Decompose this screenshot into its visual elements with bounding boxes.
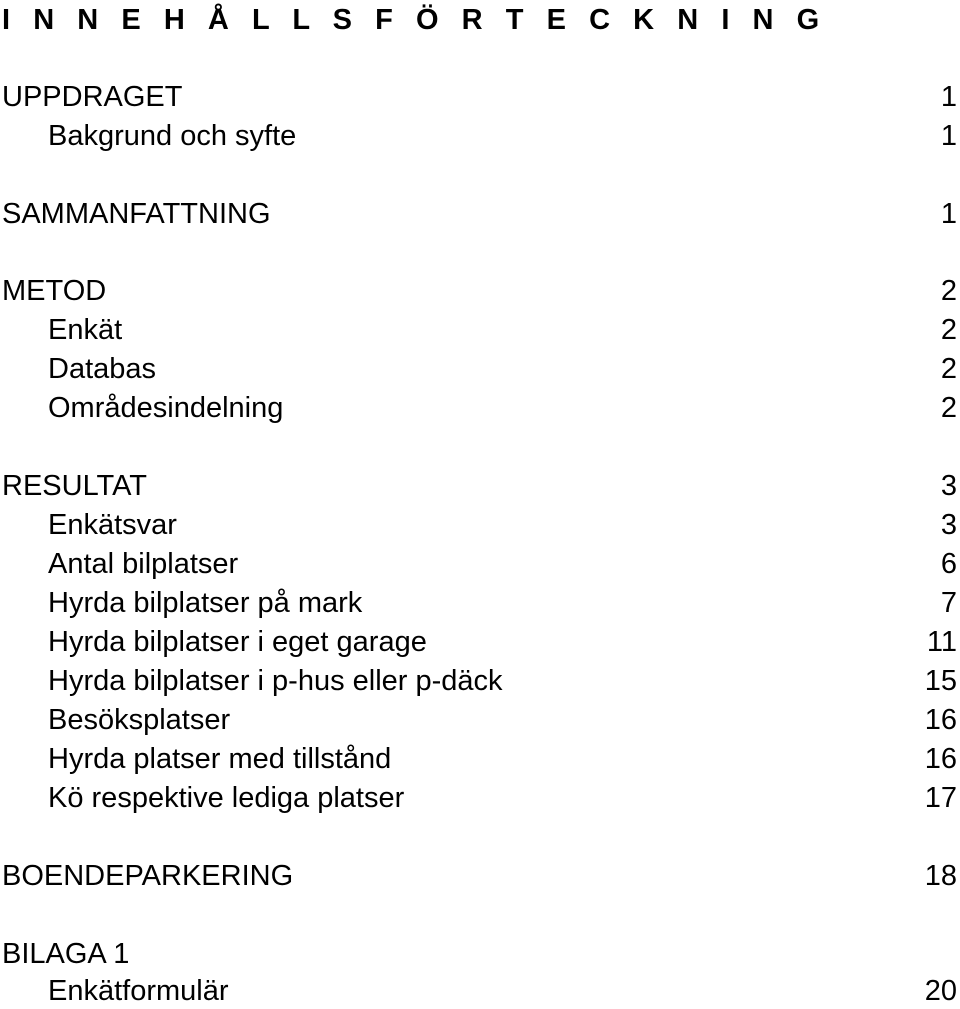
- toc-entry-label: RESULTAT: [2, 470, 148, 502]
- toc-entry-page: 18: [924, 860, 957, 892]
- toc-entry-antal-bilplatser[interactable]: [0, 546, 960, 582]
- toc-entry-omradesindelning[interactable]: [0, 390, 960, 426]
- toc-entry-page: 16: [924, 743, 957, 775]
- toc-entry-enkatformular[interactable]: [0, 973, 960, 1009]
- toc-entry-enkatsvar[interactable]: [0, 507, 960, 543]
- toc-entry-enkat[interactable]: [0, 312, 960, 348]
- toc-entry-label: METOD: [2, 275, 107, 307]
- toc-entry-hyrda-bilplatser-pa-mark[interactable]: [0, 585, 960, 621]
- toc-entry-databas[interactable]: [0, 351, 960, 387]
- toc-entry-label: BOENDEPARKERING: [2, 860, 294, 892]
- toc-entry-label: Antal bilplatser: [48, 548, 239, 580]
- toc-entry-page: 6: [940, 548, 957, 580]
- toc-entry-label: Besöksplatser: [48, 704, 231, 736]
- toc-entry-page: 11: [926, 626, 957, 658]
- toc-entry-page: 2: [940, 353, 957, 385]
- toc-entry-label: Bakgrund och syfte: [48, 120, 297, 152]
- toc-entry-label: Enkätsvar: [48, 509, 177, 541]
- toc-entry-hyrda-bilplatser-i-p-hus[interactable]: [0, 663, 960, 699]
- toc-entry-hyrda-bilplatser-i-eget-garage[interactable]: [0, 624, 960, 660]
- toc-entry-boendeparkering[interactable]: [0, 858, 960, 894]
- toc-entry-page: 3: [940, 509, 957, 541]
- toc-entry-page: 15: [924, 665, 957, 697]
- toc-entry-ko-respektive-lediga-platser[interactable]: [0, 780, 960, 816]
- toc-entry-page: 7: [940, 587, 957, 619]
- toc-entry-page: 1: [940, 120, 957, 152]
- toc-entry-label: Enkät: [48, 314, 123, 346]
- toc-entry-label: BILAGA 1: [2, 938, 130, 970]
- toc-entry-label: Områdesindelning: [48, 392, 284, 424]
- toc-entry-label: Hyrda bilplatser i p-hus eller p-däck: [48, 665, 503, 697]
- toc-title: I N N E H Å L L S F Ö R T E C K N I N G: [2, 4, 827, 36]
- toc-entry-page: 1: [940, 81, 957, 113]
- toc-entry-label: Databas: [48, 353, 157, 385]
- toc-entry-hyrda-platser-med-tillstand[interactable]: [0, 741, 960, 777]
- toc-entry-bakgrund-och-syfte[interactable]: [0, 118, 960, 154]
- toc-entry-besoksplatser[interactable]: [0, 702, 960, 738]
- toc-entry-uppdraget[interactable]: [0, 79, 960, 115]
- toc-entry-resultat[interactable]: [0, 468, 960, 504]
- toc-entry-page: 1: [940, 198, 957, 230]
- toc-entry-page: 2: [940, 392, 957, 424]
- toc-entry-label: Enkätformulär: [48, 975, 229, 1007]
- toc-entry-label: Kö respektive lediga platser: [48, 782, 405, 814]
- toc-entry-page: 3: [940, 470, 957, 502]
- toc-entry-label: Hyrda platser med tillstånd: [48, 743, 392, 775]
- toc-entry-sammanfattning[interactable]: [0, 196, 960, 232]
- toc-entry-label: SAMMANFATTNING: [2, 198, 271, 230]
- toc-entry-page: 16: [924, 704, 957, 736]
- toc-entry-page: 2: [940, 314, 957, 346]
- toc-entry-page: 17: [924, 782, 957, 814]
- toc-entry-label: Hyrda bilplatser i eget garage: [48, 626, 427, 658]
- toc-entry-label: UPPDRAGET: [2, 81, 183, 113]
- toc-entry-metod[interactable]: [0, 273, 960, 309]
- toc-entry-page: 2: [940, 275, 957, 307]
- toc-entry-page: 20: [924, 975, 957, 1007]
- toc-entry-bilaga-1[interactable]: [0, 936, 960, 972]
- toc-entry-label: Hyrda bilplatser på mark: [48, 587, 363, 619]
